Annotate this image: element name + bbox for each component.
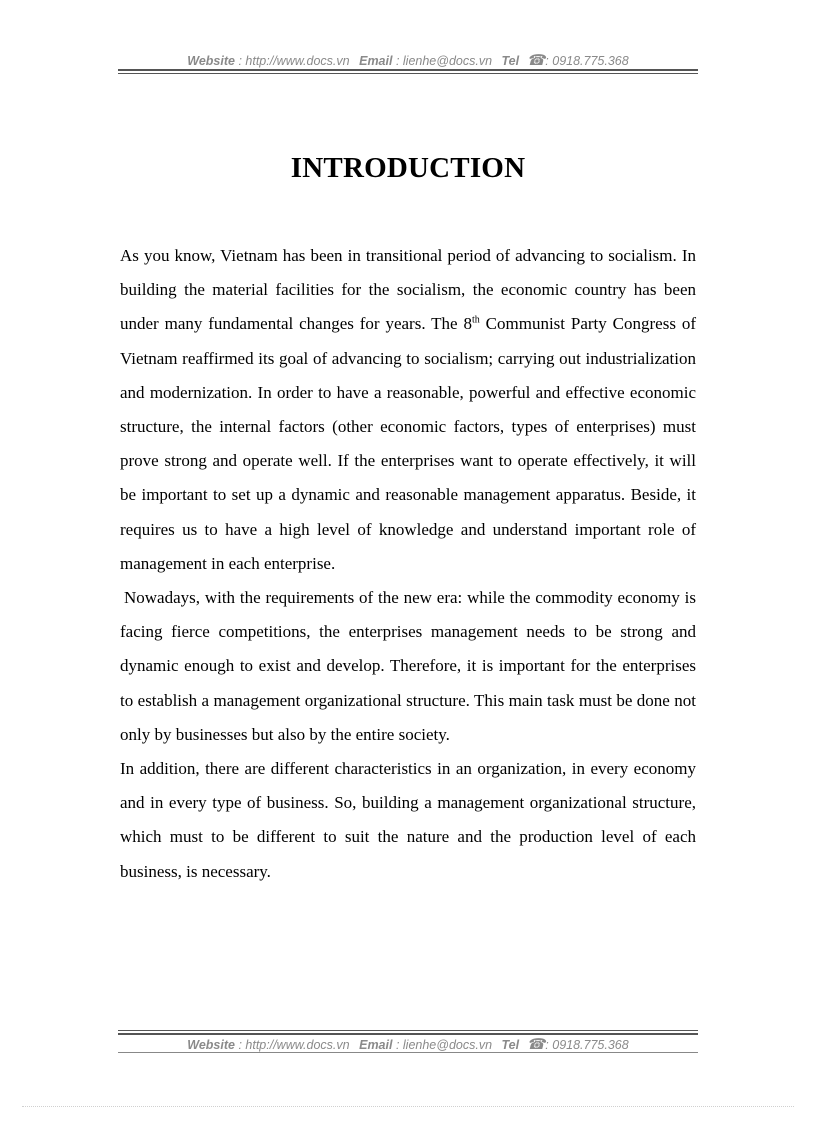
paragraph-1-text-b: Communist Party Congress of Vietnam reaffirmed its goal of advancing to socialism; carrying out industrialization and modernization. In order to have a reasonable, powerful and effective economic structure, the internal factors (other economic factors, types of enterprises) must prove strong and operate well. If the enterprises want to operate effectively, it will be important to set up a dynamic and reasonable management apparatus. Beside, it requires us to have a high level of knowledge and understand important role of management in each enterprise.	[120, 314, 696, 573]
phone-icon: ☎	[526, 52, 546, 69]
footer-tel-value: : 0918.775.368	[545, 1038, 629, 1052]
page-header	[118, 51, 698, 69]
paragraph-1-text-a: As you know, Vietnam has been in transitional period of advancing to socialism. In building the material facilities for the socialism, the economic country has been under many fundamental changes for years. The 8	[120, 246, 696, 334]
document-body	[120, 239, 696, 889]
header-tel-value: : 0918.775.368	[545, 54, 629, 68]
footer-tel-label: Tel	[501, 1038, 520, 1052]
page-edge-dots	[22, 1106, 794, 1107]
ordinal-superscript: th	[471, 314, 480, 326]
footer-underline	[118, 1052, 698, 1053]
footer-email-label: Email	[359, 1038, 393, 1052]
page-title: INTRODUCTION	[290, 152, 526, 184]
header-tel-label: Tel	[501, 54, 520, 68]
header-email-label: Email	[359, 54, 393, 68]
phone-icon: ☎	[526, 1036, 546, 1053]
header-website-label: Website	[187, 54, 235, 68]
footer-email-value: : lienhe@docs.vn	[395, 1038, 493, 1052]
page-footer	[118, 1035, 698, 1053]
footer-website-label: Website	[187, 1038, 235, 1052]
header-website-value: : http://www.docs.vn	[238, 54, 350, 68]
header-divider	[118, 69, 698, 74]
paragraph-1	[120, 239, 696, 581]
paragraph-3: In addition, there are different characteristics in an organization, in every economy and in every type of business. So, building a management organizational structure, which must to be different to suit the nature and the production level of each business, is necessary.	[120, 759, 696, 881]
footer-website-value: : http://www.docs.vn	[238, 1038, 350, 1052]
paragraph-2: Nowadays, with the requirements of the new era: while the commodity economy is facing fierce competitions, the enterprises management needs to be strong and dynamic enough to exist and develop. Therefore, it is important for the enterprises to establish a management organizational structure. This main task must be done not only by businesses but also by the entire society.	[120, 588, 696, 744]
header-email-value: : lienhe@docs.vn	[395, 54, 493, 68]
